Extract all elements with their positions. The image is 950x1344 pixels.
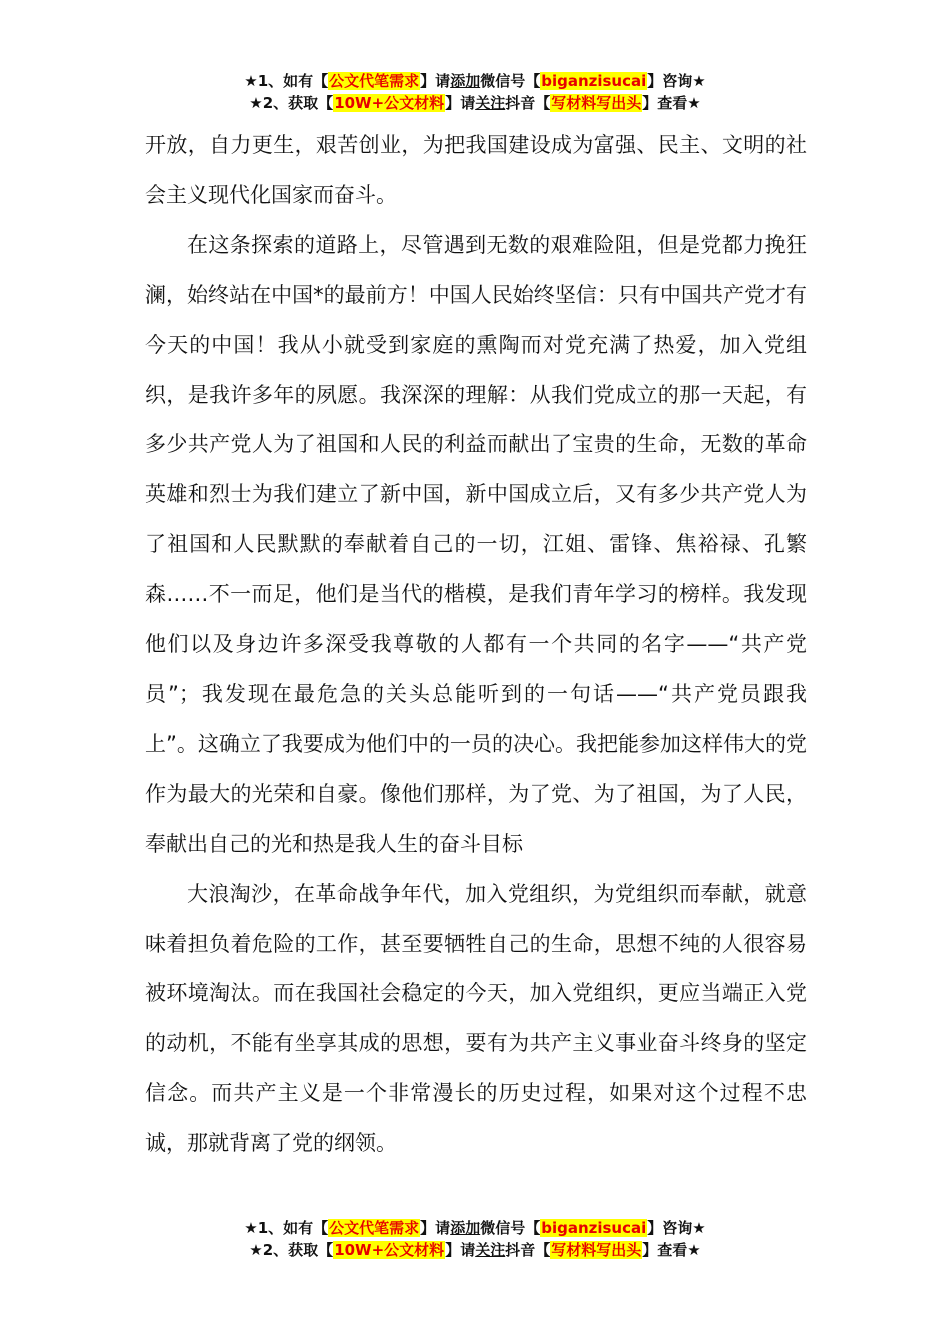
- banner-text: 】请: [420, 72, 451, 90]
- banner-highlight: 写材料写出头: [551, 1241, 642, 1259]
- banner-text: ★1、如有【: [244, 1219, 329, 1237]
- banner-highlight: 公文代笔需求: [329, 1219, 420, 1237]
- banner-text: 】查看★: [642, 94, 701, 112]
- banner-text: 】请: [420, 1219, 451, 1237]
- paragraph-2: 在这条探索的道路上，尽管遇到无数的艰难险阻，但是党都力挽狂澜，始终站在中国*的最前方！中国人民始终坚信：只有中国共产党才有今天的中国！我从小就受到家庭的熏陶而对党充满了热爱，加入党组织，是我许多年的夙愿。我深深的理解：从我们党成立的那一天起，有多少共产党人为了祖国和人民的利益而献出了宝贵的生命，无数的革命英雄和烈士为我们建立了新中国，新中国成立后，又有多少共产党人为了祖国和人民默默的奉献着自己的一切，江姐、雷锋、焦裕禄、孔繁森……不一而足，他们是当代的楷模，是我们青年学习的榜样。我发现他们以及身边许多深受我尊敬的人都有一个共同的名字——“共产党员”；我发现在最危急的关头总能听到的一句话——“共产党员跟我上”。这确立了我要成为他们中的一员的决心。我把能参加这样伟大的党作为最大的光荣和自豪。像他们那样，为了党、为了祖国，为了人民，奉献出自己的光和热是我人生的奋斗目标: [145, 232, 807, 856]
- banner-text: ★1、如有【: [244, 72, 329, 90]
- banner-line-2: [0, 1239, 950, 1261]
- paragraph-1: 开放，自力更生，艰苦创业，为把我国建设成为富强、民主、文明的社会主义现代化国家而奋斗。: [145, 133, 807, 207]
- banner-highlight: biganzisucai: [541, 1219, 647, 1237]
- banner-highlight: 10W+公文材料: [334, 94, 445, 112]
- banner-highlight: 写材料写出头: [551, 94, 642, 112]
- banner-underlined: 添加: [450, 1219, 481, 1237]
- footer-banner: [0, 1217, 950, 1261]
- banner-text: ★2、获取【: [249, 1241, 334, 1259]
- banner-text: 微信号【: [480, 72, 541, 90]
- banner-text: 抖音【: [505, 1241, 551, 1259]
- document-body: [145, 121, 807, 1169]
- banner-highlight: 10W+公文材料: [334, 1241, 445, 1259]
- banner-underlined: 关注: [475, 1241, 506, 1259]
- header-banner: [0, 70, 950, 114]
- banner-line-1: [0, 1217, 950, 1239]
- banner-text: ★2、获取【: [249, 94, 334, 112]
- banner-text: 抖音【: [505, 94, 551, 112]
- banner-text: 】咨询★: [647, 1219, 706, 1237]
- paragraph-3: 大浪淘沙，在革命战争年代，加入党组织，为党组织而奉献，就意味着担负着危险的工作，甚至要牺牲自己的生命，思想不纯的人很容易被环境淘汰。而在我国社会稳定的今天，加入党组织，更应当端正入党的动机，不能有坐享其成的思想，要有为共产主义事业奋斗终身的坚定信念。而共产主义是一个非常漫长的历史过程，如果对这个过程不忠诚，那就背离了党的纲领。: [145, 881, 807, 1156]
- banner-line-2: [0, 92, 950, 114]
- banner-text: 】查看★: [642, 1241, 701, 1259]
- banner-underlined: 添加: [450, 72, 481, 90]
- banner-line-1: [0, 70, 950, 92]
- banner-text: 】请: [445, 94, 476, 112]
- banner-underlined: 关注: [475, 94, 506, 112]
- banner-text: 】咨询★: [647, 72, 706, 90]
- banner-highlight: biganzisucai: [541, 72, 647, 90]
- banner-highlight: 公文代笔需求: [329, 72, 420, 90]
- banner-text: 】请: [445, 1241, 476, 1259]
- banner-text: 微信号【: [480, 1219, 541, 1237]
